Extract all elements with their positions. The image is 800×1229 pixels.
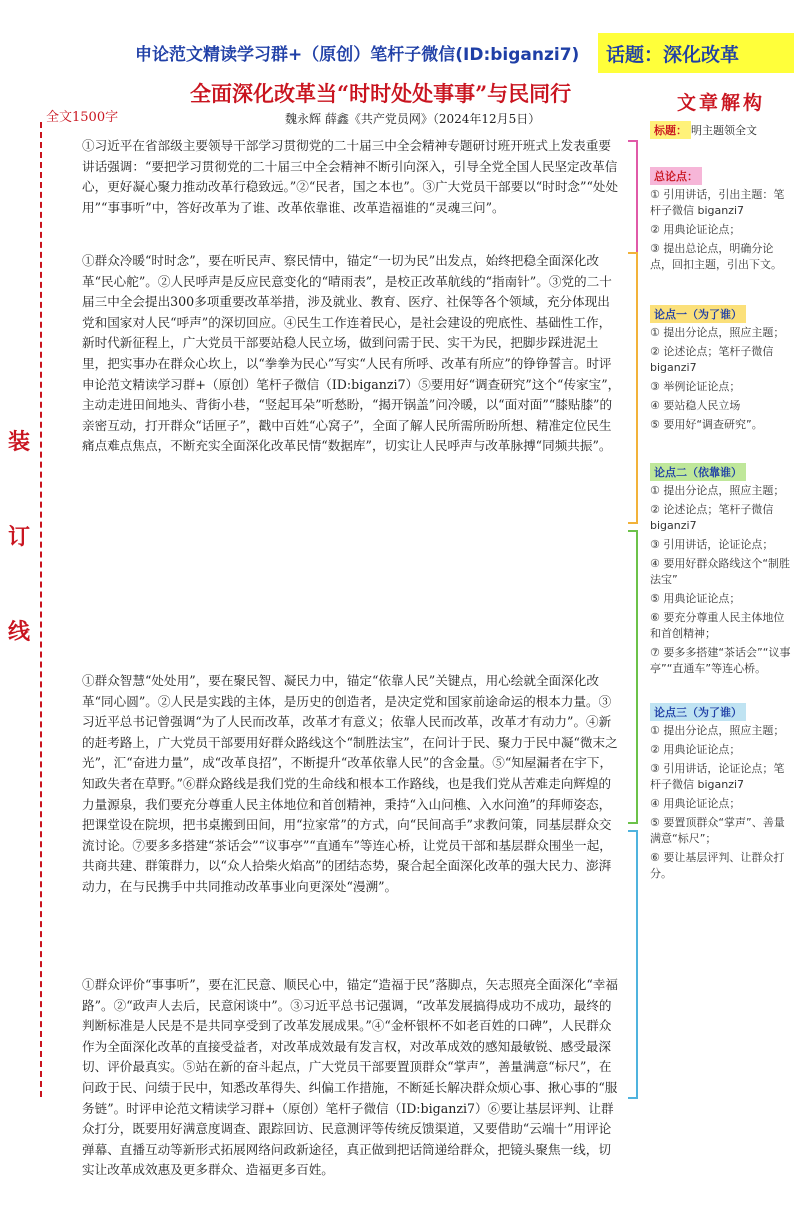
title-note-label: 标题： <box>650 121 691 139</box>
list-item: ④ 要站稳人民立场 <box>650 399 741 412</box>
list-item: ⑤ 用典论证论点； <box>650 592 741 605</box>
list-item: ① 提出分论点，照应主题； <box>650 484 785 497</box>
list-item: ③ 引用讲话，论证论点；笔杆子微信 biganzi7 <box>650 762 785 791</box>
bracket-point-1 <box>628 252 638 524</box>
list-item: ③ 引用讲话，论证论点； <box>650 538 774 551</box>
list-item: ① 提出分论点，照应主题； <box>650 724 785 737</box>
list-item: ⑤ 要用好“调查研究”。 <box>650 418 763 431</box>
analysis-section-2 <box>650 459 792 677</box>
bracket-point-2 <box>628 530 638 824</box>
list-item: ② 用典论证论点； <box>650 223 741 236</box>
section-label: 论点一（为了谁） <box>650 305 746 323</box>
list-item: ③ 提出总论点，明确分论点，回扣主题，引出下文。 <box>650 242 782 271</box>
paragraph-intro: ①习近平在省部级主要领导干部学习贯彻党的二十届三中全会精神专题研讨班开班式上发表重要讲话强调：“要把学习贯彻党的二十届三中全会精神不断引向深入，引导全党全国人民坚定改革信心，更好凝心聚力推动改革行稳致远。”②“民者，国之本也”。③广大党员干部要以“时时念”“处处用”“事事听”中，答好改革为了谁、改革依靠谁、改革造福谁的“灵魂三问”。 <box>82 138 619 215</box>
list-item: ① 引用讲话，引出主题：笔杆子微信 biganzi7 <box>650 188 785 217</box>
list-item: ⑥ 要让基层评判、让群众打分。 <box>650 851 785 880</box>
analysis-section-1 <box>650 301 792 433</box>
list-item: ② 论述论点；笔杆子微信 biganzi7 <box>650 503 774 532</box>
analysis-panel <box>650 88 792 885</box>
bracket-point-3 <box>628 830 638 1099</box>
word-count: 全文1500字 <box>46 110 119 125</box>
list-item: ④ 用典论证论点； <box>650 797 741 810</box>
list-item: ① 提出分论点，照应主题； <box>650 326 785 339</box>
topic-badge: 话题：深化改革 <box>598 33 794 73</box>
binding-dashed-line <box>40 122 42 1097</box>
title-note: 明主题领全文 <box>691 124 757 137</box>
analysis-section-3 <box>650 699 792 882</box>
binding-char-2: 订 <box>8 524 31 550</box>
list-item: ⑤ 要置顶群众“掌声”、善量满意“标尺”； <box>650 816 785 845</box>
paragraph-point-3: ①群众评价“事事听”，要在汇民意、顺民心中，锚定“造福于民”落脚点，矢志照亮全面深化“幸福路”。②“政声人去后，民意闲谈中”。③习近平总书记强调，“改革发展搞得成功不成功，最终的判断标准是人民是不是共同享受到了改革发展成果。”④“金杯银杯不如老百姓的口碑”，人民群众作为全面深化改革的直接受益者，对改革成效最有发言权，对改革成效的感知最敏锐、感受最深切、评价最真实。⑤站在新的奋斗起点，广大党员干部要置顶群众“掌声”，善量满意“标尺”，在问政于民、问绩于民中，知悉改革得失、纠偏工作措施，不断延长解决群众烦心事、揪心事的“服务链”。时评申论范文精读学习群+（原创）笔杆子微信（ID:biganzi7）⑥要让基层评判、让群众打分，既要用好满意度调查、跟踪回访、民意测评等传统反馈渠道，又要借助“云端十”用评论弹幕、直播互动等新形式拓展网络问政新途径，真正做到把话筒递给群众，把镜头聚焦一线，切实让改革成效惠及更多群众、造福更多百姓。 <box>82 977 618 1178</box>
article-title: 全面深化改革当“时时处处事事”与民同行 <box>190 81 572 106</box>
analysis-section-intro <box>650 163 792 273</box>
list-item: ② 论述论点；笔杆子微信 biganzi7 <box>650 345 774 374</box>
section-label: 论点二（依靠谁） <box>650 463 746 481</box>
list-item: ⑦ 要多多搭建“茶话会”“议事亭”“直通车”等连心桥。 <box>650 646 791 675</box>
article-body <box>82 136 622 1229</box>
list-item: ③ 举例论证论点； <box>650 380 741 393</box>
paragraph-point-2: ①群众智慧“处处用”，要在聚民智、凝民力中，锚定“依靠人民”关键点，用心绘就全面深化改革“同心圆”。②人民是实践的主体，是历史的创造者，是决定党和国家前途命运的根本力量。③习近平总书记曾强调“为了人民而改革，改革才有意义；依靠人民而改革，改革才有动力”。④新的赶考路上，广大党员干部要用好群众路线这个“制胜法宝”，在问计于民、聚力于民中凝“微末之光”，汇“奋进力量”，成“改革良招”，不断提升“改革依靠人民”的含金量。⑤“知屋漏者在宇下，知政失者在草野。”⑥群众路线是我们党的生命线和根本工作路线，也是我们党从苦难走向辉煌的力量源泉，我们要充分尊重人民主体地位和首创精神，秉持“入山问樵、入水问渔”的拜师姿态，把课堂设在院坝，把书桌搬到田间，用“拉家常”的方式，向“民间高手”求教问策，同基层群众交流讨论。⑦要多多搭建“茶话会”“议事亭”“直通车”等连心桥，让党员干部和基层群众围坐一起，共商共建、群策群力，以“众人拾柴火焰高”的团结态势，聚合起全面深化改革的强大民力、澎湃动力，在与民携手中共同推动改革事业向更深处“漫溯”。 <box>82 673 618 894</box>
analysis-title: 文章解构 <box>676 92 765 114</box>
article-byline: 魏永辉 薛鑫《共产党员网》（2024年12月5日） <box>285 112 541 126</box>
list-item: ④ 要用好群众路线这个“制胜法宝” <box>650 557 791 586</box>
binding-char-3: 线 <box>8 619 31 645</box>
binding-char-1: 装 <box>8 429 31 455</box>
group-header: 申论范文精读学习群+（原创）笔杆子微信(ID:biganzi7) <box>135 45 580 65</box>
section-label: 论点三（为了谁） <box>650 703 746 721</box>
section-label: 总论点： <box>650 167 702 185</box>
paragraph-point-1: ①群众冷暖“时时念”，要在听民声、察民情中，锚定“一切为民”出发点，始终把稳全面深化改革“民心舵”。②人民呼声是反应民意变化的“晴雨表”，是校正改革航线的“指南针”。③党的二十届三中全会提出300多项重要改革举措，涉及就业、教育、医疗、社保等各个领域，充分体现出党和国家对人民“呼声”的深切回应。④民生工作连着民心，是社会建设的兜底性、基础性工作，新时代新征程上，广大党员干部要站稳人民立场，做到问需于民、实干为民，把脚步踩进泥土里，把实事办在群众心坎上，以“拳拳为民心”写实“人民有所呼、改革有所应”的铮铮誓言。时评申论范文精读学习群+（原创）笔杆子微信（ID:biganzi7）⑤要用好“调查研究”这个“传家宝”，主动走进田间地头、背街小巷，“竖起耳朵”听愁盼，“揭开锅盖”问冷暖，以“面对面”“膝贴膝”的亲密互动，打开群众“话匣子”，戳中百姓“心窝子”，全面了解人民所需所盼所想、精准定位民生痛点难点焦点，不断充实全面深化改革民情“数据库”，切实让人民呼声与改革脉搏“同频共振”。 <box>82 253 621 454</box>
list-item: ② 用典论证论点； <box>650 743 741 756</box>
list-item: ⑥ 要充分尊重人民主体地位和首创精神； <box>650 611 785 640</box>
bracket-intro <box>628 140 638 254</box>
